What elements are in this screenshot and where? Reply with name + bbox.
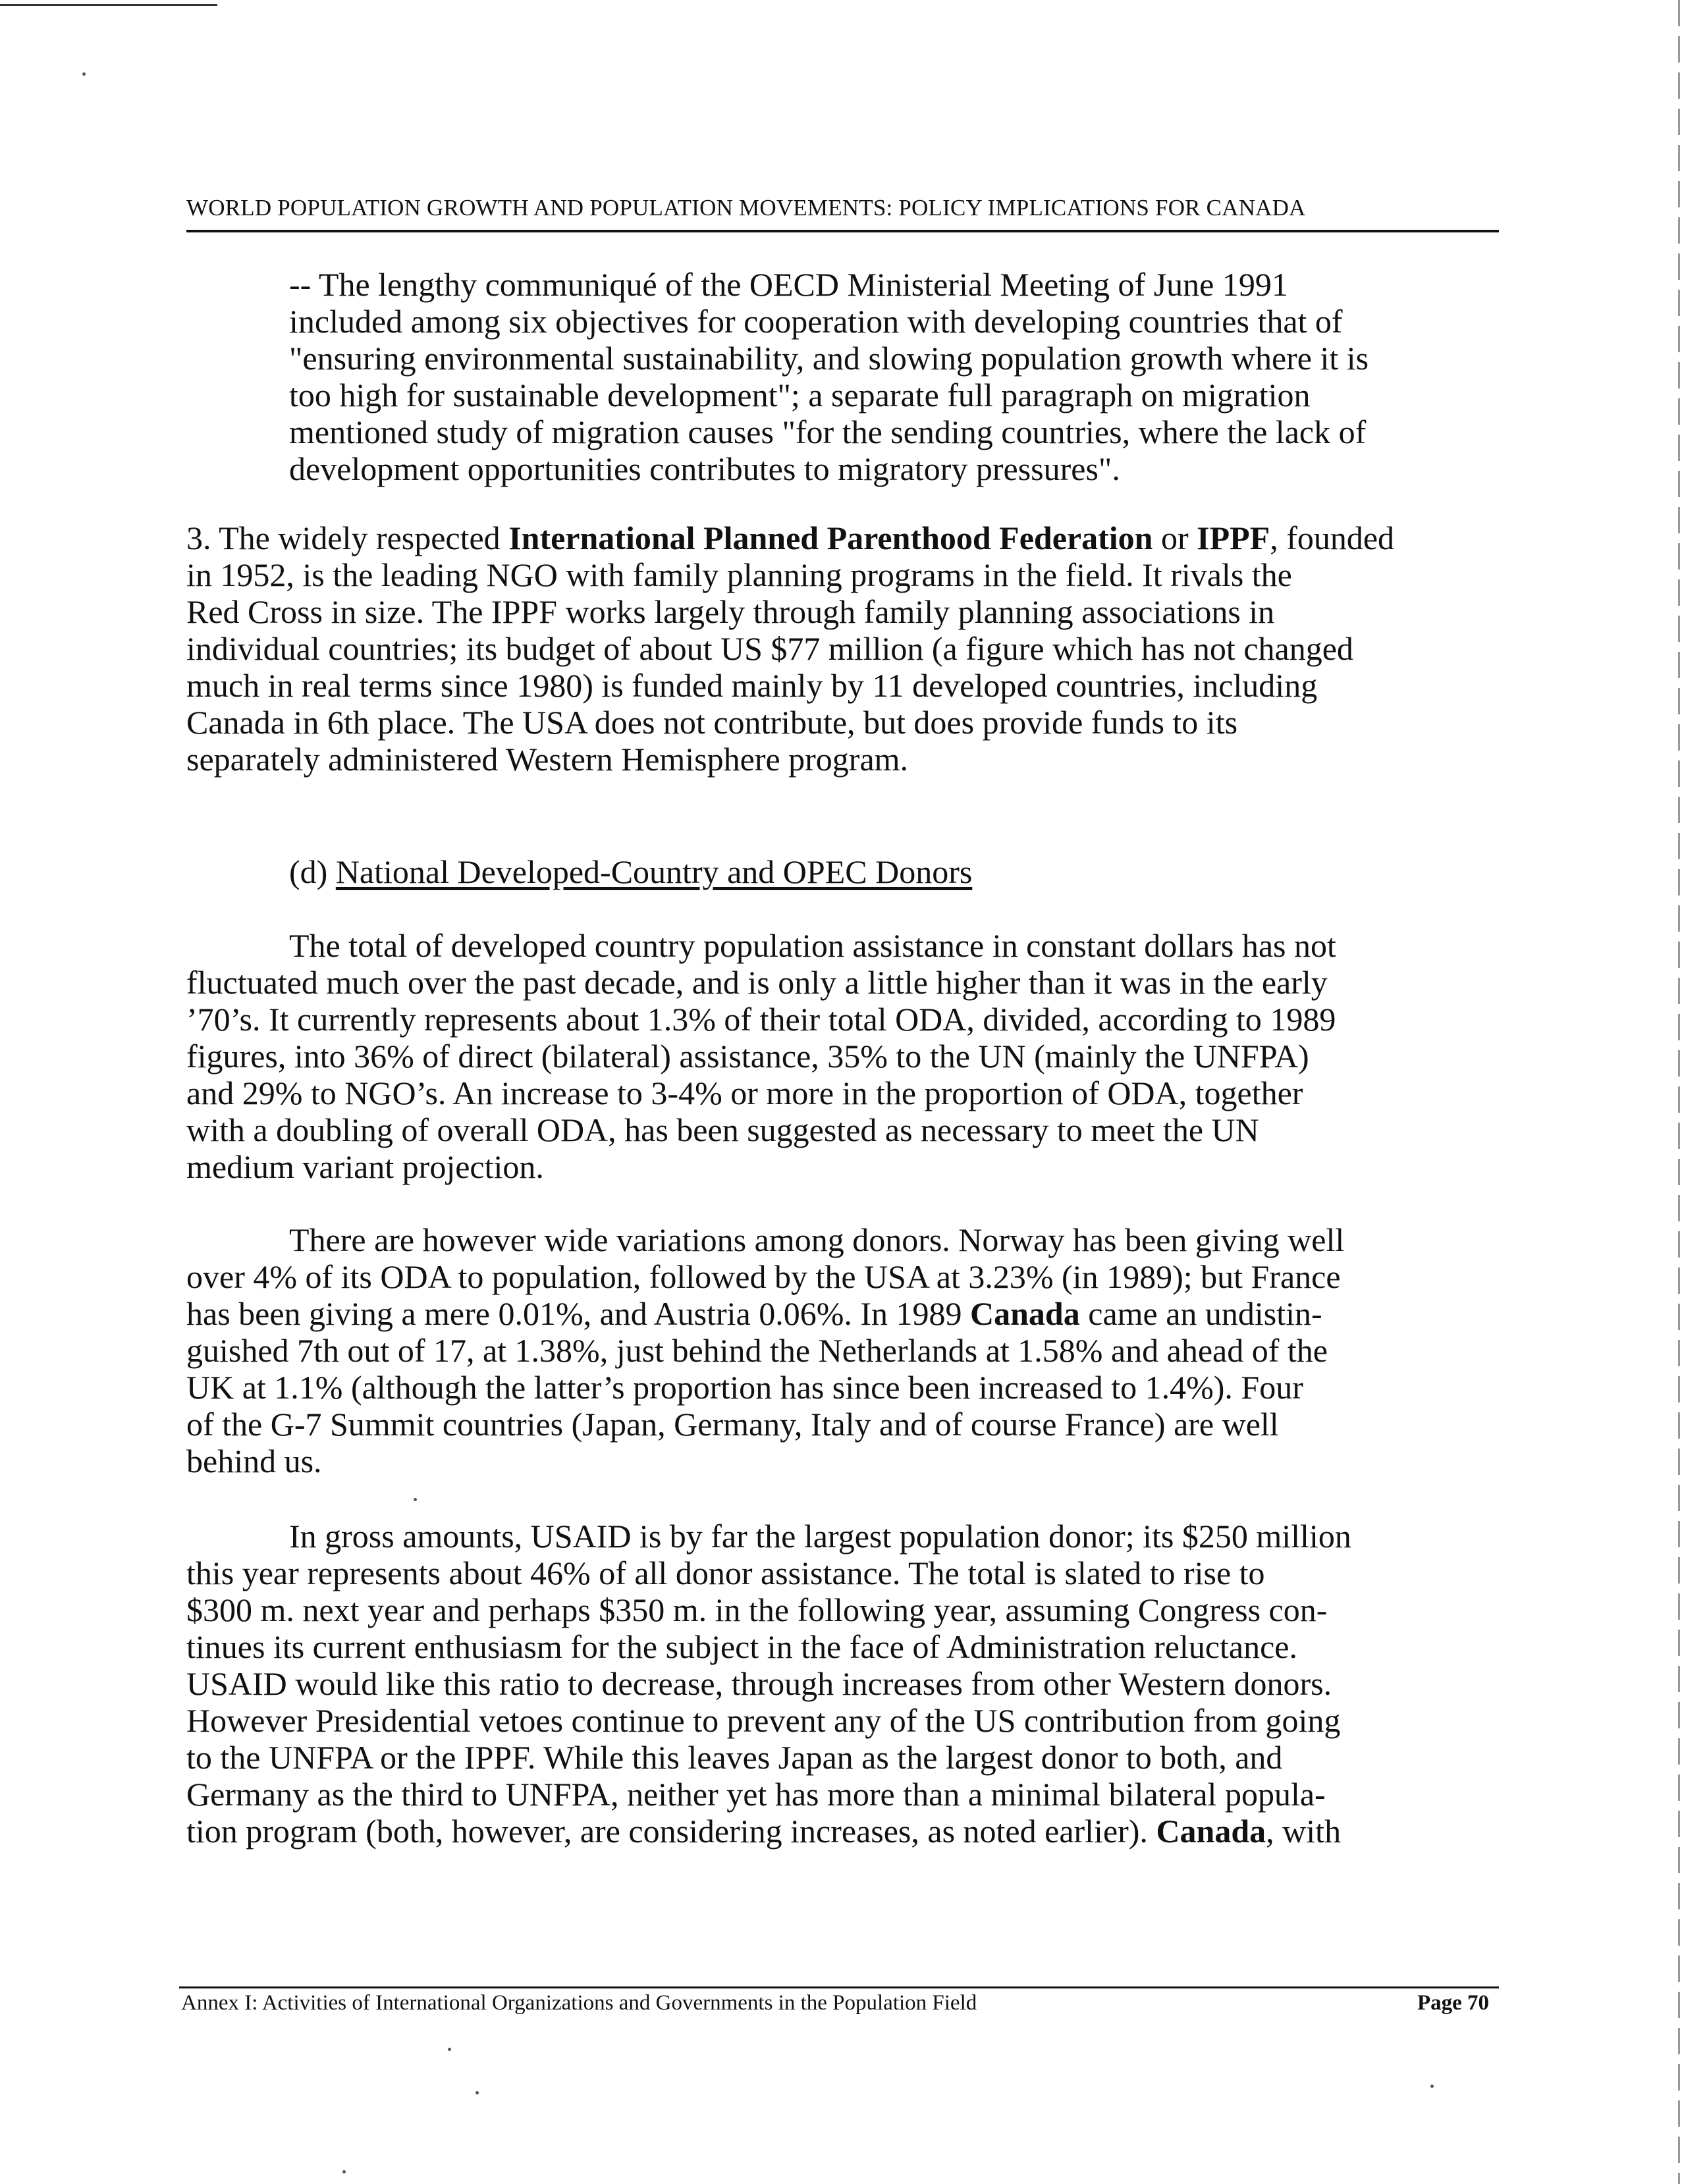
scan-speck [448,2048,451,2051]
text-line: Germany as the third to UNFPA, neither yet has more than a minimal bilateral popula- [186,1776,1326,1813]
text-line: behind us. [186,1443,322,1479]
scan-speck [1430,2085,1434,2088]
oecd-quote-block [289,266,1369,487]
text-line: $300 m. next year and perhaps $350 m. in the following year, assuming Congress con- [186,1591,1328,1628]
section-heading [289,853,972,890]
text-line: and 29% to NGO’s. An increase to 3-4% or more in the proportion of ODA, together [186,1075,1303,1111]
text-line [186,1221,1344,1258]
text-line [186,927,1336,964]
text-line [186,1813,1351,1850]
text-run: The total of developed country population assistance in constant dollars has not [289,927,1336,964]
text-line: this year represents about 46% of all donor assistance. The total is slated to rise to [186,1555,1265,1591]
scan-speck [342,2170,346,2173]
text-line: with a doubling of overall ODA, has been suggested as necessary to meet the UN [186,1111,1259,1148]
text-line: individual countries; its budget of about US $77 million (a figure which has not changed [186,630,1353,667]
text-run: or [1153,519,1197,556]
ippf-name-bold: International Planned Parenthood Federation [508,519,1153,556]
footer-annex-title: Annex I: Activities of International Organizations and Governments in the Population Field [181,1991,977,2015]
text-run: tion program (both, however, are considering increases, as noted earlier). [186,1813,1156,1850]
text-run: came an undistin- [1079,1295,1322,1332]
text-line: too high for sustainable development"; a separate full paragraph on migration [289,377,1311,413]
section-prefix: (d) [289,853,336,890]
text-line: mentioned study of migration causes "for the sending countries, where the lack of [289,413,1367,450]
text-line [186,1295,1344,1332]
scan-speck [82,72,86,76]
text-line [186,1518,1351,1555]
scan-speck [414,1498,417,1501]
canada-bold: Canada [1156,1813,1266,1850]
paragraph-donor-variations [186,1221,1344,1479]
text-run: 3. The widely respected [186,519,509,556]
running-header: WORLD POPULATION GROWTH AND POPULATION MOVEMENTS: POLICY IMPLICATIONS FOR CANADA [186,195,1306,221]
paragraph-usaid [186,1518,1351,1850]
text-line [186,519,1394,556]
text-line: "ensuring environmental sustainability, and slowing population growth where it is [289,340,1369,377]
text-line: UK at 1.1% (although the latter’s proportion has since been increased to 1.4%). Four [186,1369,1303,1406]
paragraph-population-assistance [186,927,1336,1185]
text-line: separately administered Western Hemisphere program. [186,741,909,778]
section-title: National Developed-Country and OPEC Donors [335,853,973,890]
text-line: -- The lengthy communiqué of the OECD Ministerial Meeting of June 1991 [289,266,1288,303]
footer-rule [179,1986,1499,1988]
text-line: However Presidential vetoes continue to prevent any of the US contribution from going [186,1702,1341,1739]
text-run: There are however wide variations among donors. Norway has been giving well [289,1221,1345,1258]
text-line: of the G-7 Summit countries (Japan, Germany, Italy and of course France) are well [186,1406,1279,1443]
text-line: included among six objectives for cooperation with developing countries that of [289,303,1343,340]
text-run: , with [1266,1813,1342,1850]
text-line: USAID would like this ratio to decrease, through increases from other Western donors. [186,1665,1332,1702]
text-line: medium variant projection. [186,1148,544,1185]
header-rule [186,230,1499,232]
ippf-acronym-bold: IPPF [1197,519,1270,556]
text-run: , founded [1270,519,1395,556]
text-line: tinues its current enthusiasm for the subject in the face of Administration reluctance. [186,1628,1297,1665]
page-number: Page 70 [1417,1991,1490,2015]
text-line: much in real terms since 1980) is funded mainly by 11 developed countries, including [186,667,1318,704]
scan-artifact-line [0,4,217,6]
text-run: In gross amounts, USAID is by far the largest population donor; its $250 million [289,1518,1351,1555]
scan-speck [475,2091,479,2094]
text-line: Red Cross in size. The IPPF works largely through family planning associations in [186,593,1275,630]
text-line: in 1952, is the leading NGO with family planning programs in the field. It rivals the [186,556,1292,593]
text-line: over 4% of its ODA to population, followed by the USA at 3.23% (in 1989); but France [186,1258,1341,1295]
text-run: has been giving a mere 0.01%, and Austria 0.06%. In 1989 [186,1295,971,1332]
text-line: fluctuated much over the past decade, and is only a little higher than it was in the early [186,964,1328,1001]
text-line: ’70’s. It currently represents about 1.3% of their total ODA, divided, according to 1989 [186,1001,1336,1038]
text-line: figures, into 36% of direct (bilateral) assistance, 35% to the UN (mainly the UNFPA) [186,1038,1309,1075]
text-line: Canada in 6th place. The USA does not contribute, but does provide funds to its [186,704,1238,741]
text-line: guished 7th out of 17, at 1.38%, just behind the Netherlands at 1.58% and ahead of the [186,1332,1328,1369]
ippf-paragraph [186,519,1394,778]
text-line: development opportunities contributes to migratory pressures". [289,450,1120,487]
canada-bold: Canada [970,1295,1080,1332]
text-line: to the UNFPA or the IPPF. While this leaves Japan as the largest donor to both, and [186,1739,1283,1776]
scan-edge-artifact [1678,0,1680,2184]
